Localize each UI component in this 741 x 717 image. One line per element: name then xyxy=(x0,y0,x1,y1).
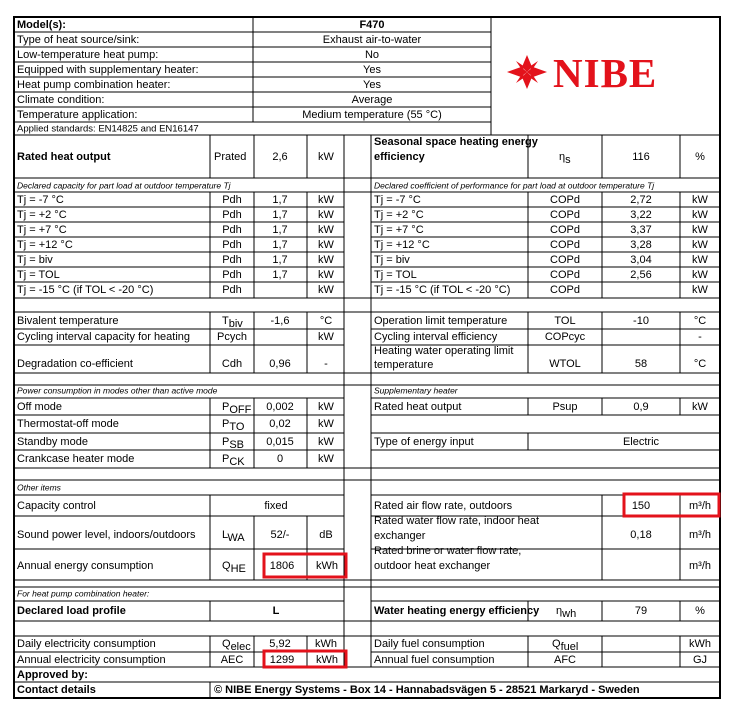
annual-energy-label: Annual energy consumption xyxy=(17,559,154,572)
combination-label: Heat pump combination heater: xyxy=(17,78,171,91)
capacity-row-unit: kW xyxy=(318,253,334,266)
cop-row-unit: kW xyxy=(692,208,708,221)
daily-fuel-symbol: Qfuel xyxy=(552,637,579,653)
cop-row-symbol: COPd xyxy=(550,193,580,206)
daily-electricity-symbol: Qelec xyxy=(222,637,251,653)
cop-row-value: 3,28 xyxy=(630,238,652,251)
water-heating-efficiency-unit: % xyxy=(695,604,705,617)
capacity-row-symbol: Pdh xyxy=(222,238,242,251)
cycling-capacity-symbol: Pcych xyxy=(217,330,247,343)
cop-row-unit: kW xyxy=(692,223,708,236)
cop-row-unit: kW xyxy=(692,268,708,281)
capacity-row-label: Tj = biv xyxy=(17,253,53,266)
capacity-row-unit: kW xyxy=(318,238,334,251)
other-items-title: Other items xyxy=(17,482,61,493)
capacity-row-value: 1,7 xyxy=(272,253,288,266)
seasonal-efficiency-symbol: ηs xyxy=(559,150,571,166)
water-flow-label-line1: Rated water flow rate, indoor heat xyxy=(374,514,540,527)
power-row-symbol: PCK xyxy=(222,452,245,468)
capacity-rows xyxy=(17,194,335,296)
brine-flow-label-line1: Rated brine or water flow rate, xyxy=(374,544,522,557)
capacity-row-label: Tj = TOL xyxy=(17,268,60,281)
capacity-row-unit: kW xyxy=(318,283,334,296)
capacity-row-label: Tj = -15 °C (if TOL < -20 °C) xyxy=(17,283,154,296)
capacity-row-label: Tj = +2 °C xyxy=(17,208,67,221)
capacity-row-label: Tj = +12 °C xyxy=(17,238,73,251)
operation-limit-unit: °C xyxy=(693,314,707,327)
air-flow-label: Rated air flow rate, outdoors xyxy=(374,499,513,512)
seasonal-efficiency-unit: % xyxy=(695,150,705,163)
power-row-symbol: PSB xyxy=(222,435,245,451)
bivalent-label: Bivalent temperature xyxy=(17,314,119,327)
capacity-row-value: 1,7 xyxy=(272,193,288,206)
low-temp-value: No xyxy=(364,48,380,61)
nibe-logo-text: NIBE xyxy=(553,50,658,96)
cop-row-label: Tj = +12 °C xyxy=(374,238,430,251)
wtol-unit: °C xyxy=(693,357,707,370)
cop-row-label: Tj = TOL xyxy=(374,268,417,281)
capacity-row-symbol: Pdh xyxy=(222,193,242,206)
power-row-unit: kW xyxy=(318,452,334,465)
rated-heat-output-symbol: Prated xyxy=(214,150,247,163)
annual-electricity-value: 1299 xyxy=(269,653,295,666)
model-label: Model(s): xyxy=(17,18,66,31)
cop-row-value: 3,37 xyxy=(630,223,652,236)
cycling-capacity-unit: kW xyxy=(318,330,334,343)
capacity-row-value: 1,7 xyxy=(272,223,288,236)
water-flow-label-line2: exchanger xyxy=(374,529,426,542)
capacity-control-value: fixed xyxy=(264,499,288,512)
degradation-value: 0,96 xyxy=(269,357,291,370)
energy-input-value: Electric xyxy=(622,435,660,448)
declared-load-profile-value: L xyxy=(272,604,280,617)
bivalent-symbol: Tbiv xyxy=(222,314,243,330)
declared-capacity-title: Declared capacity for part load at outdoor temperature Tj xyxy=(17,180,231,191)
power-row-value: 0,02 xyxy=(269,417,291,430)
declared-load-profile-label: Declared load profile xyxy=(17,604,126,617)
power-rows xyxy=(17,401,335,468)
wtol-label-line1: Heating water operating limit xyxy=(374,344,514,357)
cycling-efficiency-unit: - xyxy=(698,330,702,343)
power-consumption-title: Power consumption in modes other than active mode xyxy=(17,385,218,396)
annual-electricity-symbol: AEC xyxy=(220,653,244,666)
power-row-label: Crankcase heater mode xyxy=(17,452,135,465)
annual-energy-unit: kWh xyxy=(316,559,338,572)
supplementary-rated-output-unit: kW xyxy=(692,400,708,413)
contact-details-label: Contact details xyxy=(17,683,96,696)
capacity-row-label: Tj = -7 °C xyxy=(17,193,64,206)
cop-row-symbol: COPd xyxy=(550,208,580,221)
capacity-row-unit: kW xyxy=(318,208,334,221)
cop-row-symbol: COPd xyxy=(550,253,580,266)
cop-row-symbol: COPd xyxy=(550,238,580,251)
seasonal-efficiency-label-line1: Seasonal space heating energy xyxy=(374,135,538,148)
annual-electricity-unit: kWh xyxy=(316,653,338,666)
annual-energy-symbol: QHE xyxy=(222,559,246,575)
brine-flow-unit: m³/h xyxy=(689,559,711,572)
sound-level-label: Sound power level, indoors/outdoors xyxy=(17,528,196,541)
applied-standards: Applied standards: EN14825 and EN16147 xyxy=(17,123,199,135)
brine-flow-label-line2: outdoor heat exchanger xyxy=(374,559,491,572)
supplementary-rated-output-symbol: Psup xyxy=(552,400,578,413)
seasonal-efficiency-value: 116 xyxy=(632,150,650,163)
capacity-control-label: Capacity control xyxy=(17,499,96,512)
capacity-row-value: 1,7 xyxy=(272,208,288,221)
cop-row-symbol: COPd xyxy=(550,268,580,281)
power-row-unit: kW xyxy=(318,435,334,448)
capacity-row-symbol: Pdh xyxy=(222,208,242,221)
capacity-row-symbol: Pdh xyxy=(222,268,242,281)
power-row-unit: kW xyxy=(318,400,334,413)
power-row-label: Standby mode xyxy=(17,435,88,448)
water-heating-efficiency-value: 79 xyxy=(634,604,648,617)
daily-electricity-label: Daily electricity consumption xyxy=(17,637,156,650)
cop-rows xyxy=(374,194,709,296)
rated-heat-output-label: Rated heat output xyxy=(17,150,111,163)
capacity-row-value: 1,7 xyxy=(272,268,288,281)
temperature-application-label: Temperature application: xyxy=(17,108,138,121)
capacity-row-unit: kW xyxy=(318,268,334,281)
annual-fuel-symbol: AFC xyxy=(554,653,576,666)
low-temp-label: Low-temperature heat pump: xyxy=(17,48,159,61)
capacity-row-unit: kW xyxy=(318,193,334,206)
wtol-value: 58 xyxy=(634,357,648,370)
degradation-label: Degradation co-efficient xyxy=(17,357,133,370)
cop-row-value: 2,56 xyxy=(630,268,652,281)
supplementary-rated-output-label: Rated heat output xyxy=(374,400,462,413)
contact-details-value: © NIBE Energy Systems - Box 14 - Hannabadsvägen 5 - 28521 Markaryd - Sweden xyxy=(214,683,640,696)
cop-row-label: Tj = +7 °C xyxy=(374,223,424,236)
water-heating-efficiency-symbol: ηwh xyxy=(556,604,577,620)
power-row-label: Thermostat-off mode xyxy=(17,417,119,430)
wtol-label-line2: temperature xyxy=(374,358,434,371)
power-row-symbol: POFF xyxy=(222,400,252,416)
air-flow-unit: m³/h xyxy=(689,499,711,512)
nibe-logo xyxy=(507,50,657,96)
right-section xyxy=(374,136,711,666)
power-row-symbol: PTO xyxy=(222,417,245,433)
supplementary-label: Equipped with supplementary heater: xyxy=(17,63,199,76)
heat-source-label: Type of heat source/sink: xyxy=(17,33,140,46)
power-row-value: 0 xyxy=(276,452,284,465)
capacity-row-value: 1,7 xyxy=(272,238,288,251)
cycling-efficiency-symbol: COPcyc xyxy=(544,330,586,343)
cop-row-label: Tj = biv xyxy=(374,253,410,266)
rated-heat-output-value: 2,6 xyxy=(272,150,288,163)
rated-heat-output-unit: kW xyxy=(318,150,334,163)
operation-limit-label: Operation limit temperature xyxy=(374,314,508,327)
supplementary-rated-output-value: 0,9 xyxy=(633,400,649,413)
cop-row-label: Tj = -15 °C (if TOL < -20 °C) xyxy=(374,283,511,296)
power-row-value: 0,002 xyxy=(266,400,294,413)
sound-level-symbol: LWA xyxy=(222,528,245,544)
air-flow-value: 150 xyxy=(631,499,651,512)
approved-by-label: Approved by: xyxy=(17,668,88,681)
sound-level-unit: dB xyxy=(319,528,333,541)
climate-value: Average xyxy=(351,93,393,106)
annual-fuel-unit: GJ xyxy=(692,653,708,666)
cycling-efficiency-label: Cycling interval efficiency xyxy=(374,330,498,343)
annual-energy-value: 1806 xyxy=(269,559,295,572)
capacity-row-label: Tj = +7 °C xyxy=(17,223,67,236)
power-row-label: Off mode xyxy=(17,400,63,413)
declared-cop-title: Declared coefficient of performance for part load at outdoor temperature Tj xyxy=(374,180,655,191)
power-row-unit: kW xyxy=(318,417,334,430)
water-flow-unit: m³/h xyxy=(689,528,711,541)
combination-heater-title: For heat pump combination heater: xyxy=(17,588,150,599)
operation-limit-symbol: TOL xyxy=(554,314,576,327)
daily-fuel-unit: kWh xyxy=(689,637,711,650)
daily-electricity-unit: kWh xyxy=(315,637,337,650)
model-value: F470 xyxy=(359,18,385,31)
capacity-row-symbol: Pdh xyxy=(222,253,242,266)
nibe-star-icon xyxy=(507,55,547,89)
cop-row-value: 3,04 xyxy=(630,253,652,266)
supplementary-value: Yes xyxy=(363,63,381,76)
seasonal-efficiency-label-line2: efficiency xyxy=(374,150,425,163)
power-row-value: 0,015 xyxy=(266,435,294,448)
annual-fuel-label: Annual fuel consumption xyxy=(374,653,495,666)
cop-row-unit: kW xyxy=(692,283,708,296)
bivalent-unit: °C xyxy=(319,314,333,327)
water-heating-efficiency-label: Water heating energy efficiency xyxy=(374,604,540,617)
water-flow-value: 0,18 xyxy=(630,528,652,541)
bivalent-value: -1,6 xyxy=(270,314,290,327)
cop-row-value: 2,72 xyxy=(630,193,652,206)
supplementary-heater-title: Supplementary heater xyxy=(374,385,458,396)
cop-row-unit: kW xyxy=(692,253,708,266)
annual-electricity-label: Annual electricity consumption xyxy=(17,653,166,666)
cop-row-unit: kW xyxy=(692,193,708,206)
sound-level-value: 52/- xyxy=(270,528,290,541)
cop-row-label: Tj = -7 °C xyxy=(374,193,421,206)
cycling-capacity-label: Cycling interval capacity for heating xyxy=(17,330,191,343)
cop-row-unit: kW xyxy=(692,238,708,251)
wtol-symbol: WTOL xyxy=(549,357,581,370)
daily-electricity-value: 5,92 xyxy=(269,637,291,650)
cop-row-value: 3,22 xyxy=(630,208,652,221)
degradation-unit: - xyxy=(324,357,328,370)
capacity-row-symbol: Pdh xyxy=(222,223,242,236)
cop-row-label: Tj = +2 °C xyxy=(374,208,424,221)
cop-row-symbol: COPd xyxy=(550,223,580,236)
cop-row-symbol: COPd xyxy=(550,283,580,296)
temperature-application-value: Medium temperature (55 °C) xyxy=(302,108,442,121)
degradation-symbol: Cdh xyxy=(221,357,243,370)
capacity-row-unit: kW xyxy=(318,223,334,236)
energy-input-label: Type of energy input xyxy=(374,435,474,448)
capacity-row-symbol: Pdh xyxy=(222,283,242,296)
operation-limit-value: -10 xyxy=(633,314,649,327)
left-section xyxy=(17,151,338,666)
combination-value: Yes xyxy=(363,78,381,91)
heat-source-value: Exhaust air-to-water xyxy=(322,33,422,46)
daily-fuel-label: Daily fuel consumption xyxy=(374,637,485,650)
climate-label: Climate condition: xyxy=(17,93,105,106)
